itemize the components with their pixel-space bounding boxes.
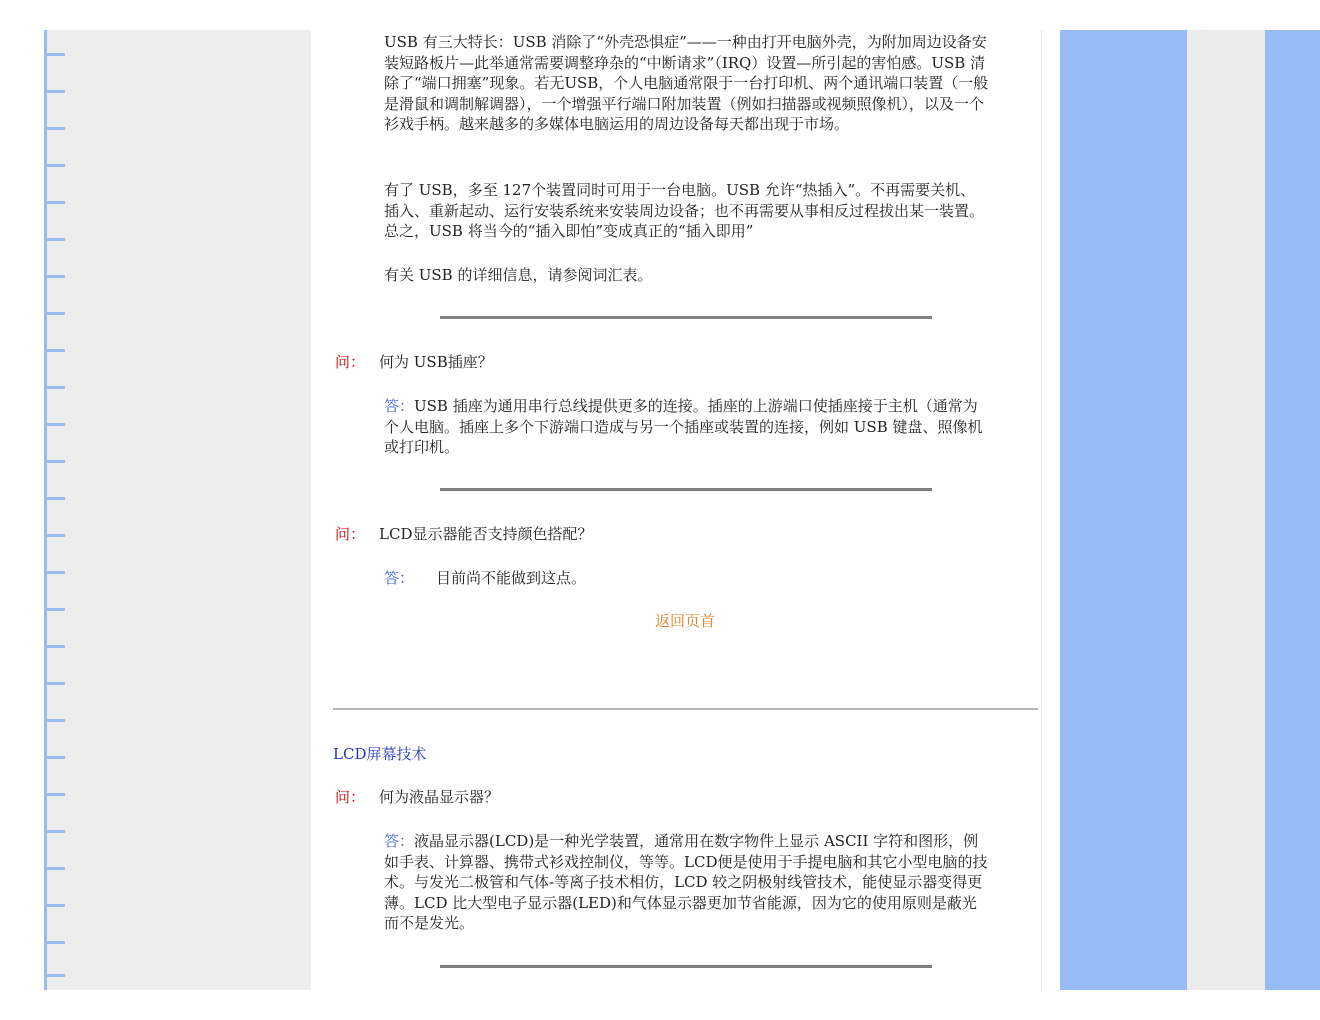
section-title-lcd: LCD屏幕技术 <box>333 745 427 763</box>
nav-tick <box>47 238 65 241</box>
main-content <box>311 30 1042 990</box>
right-gray-panel <box>1187 30 1265 990</box>
nav-tick <box>47 275 65 278</box>
question-text: LCD显示器能否支持颜色搭配？ <box>379 525 593 543</box>
question-label: 问： <box>335 788 366 806</box>
nav-tick <box>47 974 65 977</box>
nav-tick <box>47 90 65 93</box>
nav-tick <box>47 645 65 648</box>
nav-tick <box>47 53 65 56</box>
nav-tick <box>47 201 65 204</box>
divider <box>440 316 932 319</box>
question-usb-hub <box>335 352 493 372</box>
nav-tick <box>47 608 65 611</box>
nav-tick <box>47 534 65 537</box>
answer-color-match <box>384 568 989 589</box>
nav-tick <box>47 719 65 722</box>
left-nav-strip <box>44 30 311 990</box>
answer-label: 答： <box>384 569 415 587</box>
nav-tick <box>47 793 65 796</box>
question-text: 何为 USB插座？ <box>379 353 493 371</box>
answer-text: 目前尚不能做到这点。 <box>436 569 587 587</box>
nav-tick <box>47 460 65 463</box>
right-blue-edge <box>1265 30 1320 990</box>
right-blue-panel <box>1060 30 1187 990</box>
nav-tick <box>47 349 65 352</box>
nav-tick <box>47 904 65 907</box>
nav-rule <box>44 30 47 990</box>
divider <box>440 488 932 491</box>
question-label: 问： <box>335 353 366 371</box>
answer-text: 液晶显示器(LCD)是一种光学装置，通常用在数字物件上显示 ASCII 字符和图形，例如手表、计算器、携带式衫戏控制仪，等等。LCD便是使用于手提电脑和其它小型电脑的技术。与发光二极管和气体-等离子技术相仿，LCD 较之阴极射线管技术，能使显示器变得更薄。LCD 比大型电子显示器(LED)和气体显示器更加节省能源，因为它的使用原则是蔽光而不是发光。 <box>384 832 988 932</box>
nav-tick <box>47 423 65 426</box>
nav-tick <box>47 571 65 574</box>
divider <box>440 965 932 968</box>
question-text: 何为液晶显示器？ <box>379 788 500 806</box>
question-color-match <box>335 524 592 544</box>
nav-tick <box>47 867 65 870</box>
answer-label: 答： <box>384 397 415 415</box>
nav-tick <box>47 127 65 130</box>
answer-text: USB 插座为通用串行总线提供更多的连接。插座的上游端口使插座接于主机（通常为个人电脑。插座上多个下游端口造成与另一个插座或装置的连接，例如 USB 键盘、照像机或打印机。 <box>384 397 983 456</box>
nav-tick <box>47 497 65 500</box>
page-frame <box>0 30 1320 990</box>
back-to-top-link[interactable]: 返回页首 <box>655 612 716 630</box>
question-label: 问： <box>335 525 366 543</box>
usb-glossary-paragraph: 有关 USB 的详细信息，请参阅词汇表。 <box>384 266 653 284</box>
nav-tick <box>47 682 65 685</box>
section-divider <box>333 708 1038 710</box>
usb-hotplug-paragraph: 有了 USB，多至 127个装置同时可用于一台电脑。USB 允许“热插入”。不再需要关机、插入、重新起动、运行安装系统来安装周边设备；也不再需要从事相反过程拔出某一装置。总之，USB 将当今的“插入即怕”变成真正的“插入即用” <box>384 181 985 240</box>
answer-usb-hub <box>384 396 989 458</box>
nav-tick <box>47 164 65 167</box>
nav-tick <box>47 756 65 759</box>
answer-label: 答： <box>384 832 415 850</box>
answer-lcd <box>384 831 989 934</box>
question-lcd <box>335 787 499 807</box>
usb-intro-paragraph: USB 有三大特长：USB 消除了“外壳恐惧症”——一种由打开电脑外壳，为附加周边设备安装短路板片—此举通常需要调整琤杂的“中断请求”（IRQ）设置—所引起的害怕感。USB 清除了“端口拥塞”现象。若无USB，个人电脑通常限于一台打印机、两个通讯端口装置（一般是滑鼠和调制解调器），一个增强平行端口附加装置（例如扫描器或视频照像机），以及一个衫戏手柄。越来越多的多媒体电脑运用的周边设备每天都出现于市场。 <box>384 33 989 133</box>
nav-tick <box>47 312 65 315</box>
nav-tick <box>47 830 65 833</box>
right-gutter <box>1042 30 1060 990</box>
nav-tick <box>47 386 65 389</box>
nav-tick <box>47 941 65 944</box>
